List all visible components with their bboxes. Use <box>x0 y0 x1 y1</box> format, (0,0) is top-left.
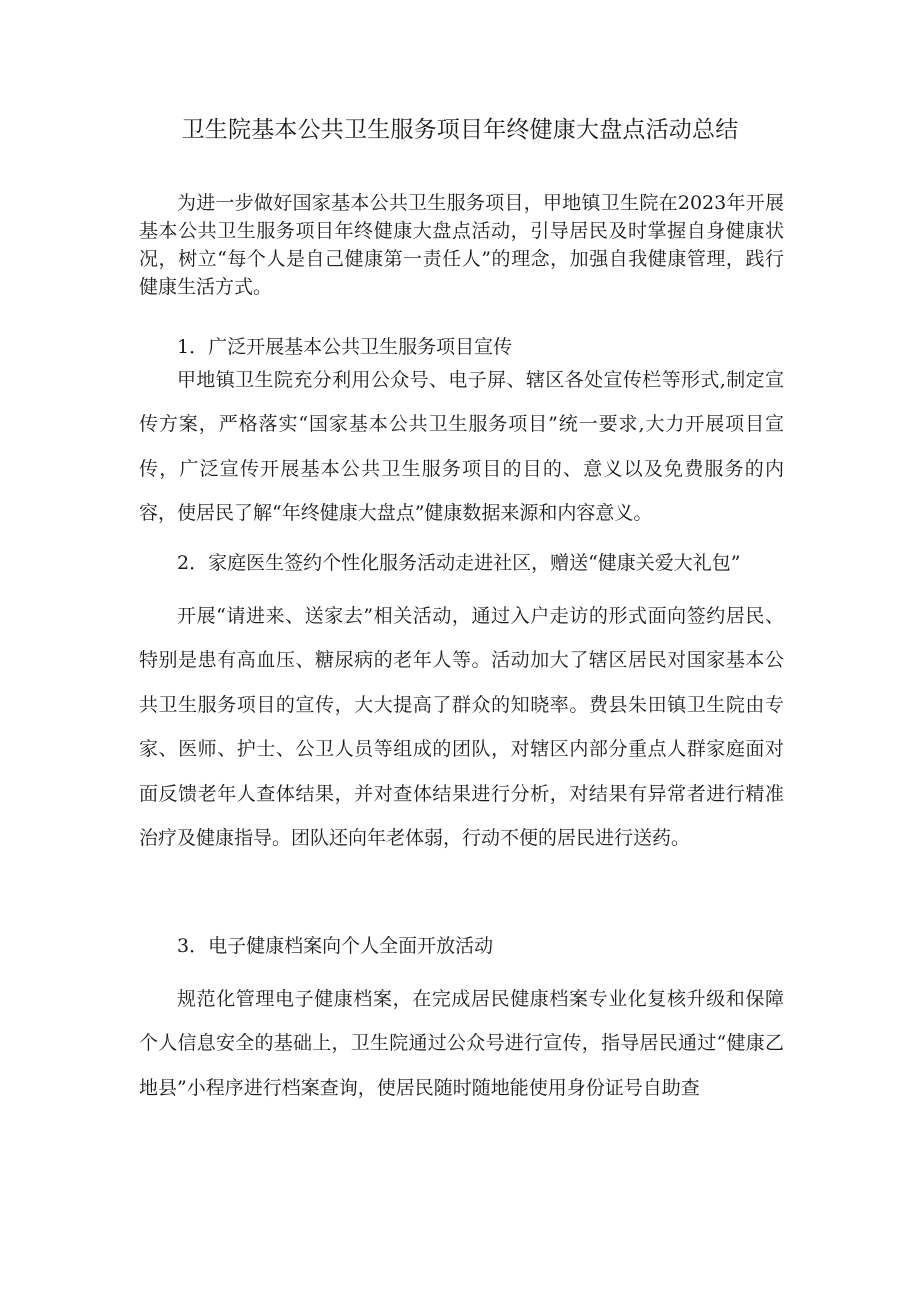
section-heading-3: 3．电子健康档案向个人全面开放活动 <box>177 935 494 957</box>
intro-paragraph: 为进一步做好国家基本公共卫生服务项目，甲地镇卫生院在2023年开展基本公共卫生服务项目年终健康大盘点活动，引导居民及时掌握自身健康状况，树立“每个人是自己健康第一责任人”的理念，加强自我健康管理，践行健康生活方式。 <box>139 192 784 298</box>
document-title: 卫生院基本公共卫生服务项目年终健康大盘点活动总结 <box>181 117 739 143</box>
section-heading-1: 1．广泛开展基本公共卫生服务项目宣传 <box>177 336 513 358</box>
section-2-paragraph: 开展“请进来、送家去”相关活动，通过入户走访的形式面向签约居民、特别是患有高血压、糖尿病的老年人等。活动加大了辖区居民对国家基本公共卫生服务项目的宣传，大大提高了群众的知晓率。费县朱田镇卫生院由专家、医师、护士、公卫人员等组成的团队，对辖区内部分重点人群家庭面对面反馈老年人查体结果，并对查体结果进行分析，对结果有异常者进行精准治疗及健康指导。团队还向年老体弱，行动不便的居民进行送药。 <box>139 605 784 850</box>
section-heading-2: 2．家庭医生签约个性化服务活动走进社区，赠送“健康关爱大礼包” <box>177 552 741 574</box>
section-3-paragraph: 规范化管理电子健康档案，在完成居民健康档案专业化复核升级和保障个人信息安全的基础上，卫生院通过公众号进行宣传，指导居民通过“健康乙地县”小程序进行档案查询，使居民随时随地能使用身份证号自助查 <box>139 988 784 1099</box>
section-1-paragraph: 甲地镇卫生院充分利用公众号、电子屏、辖区各处宣传栏等形式,制定宣传方案，严格落实“国家基本公共卫生服务项目”统一要求,大力开展项目宣传，广泛宣传开展基本公共卫生服务项目的目的、意义以及免费服务的内容，使居民了解“年终健康大盘点”健康数据来源和内容意义。 <box>139 369 784 525</box>
